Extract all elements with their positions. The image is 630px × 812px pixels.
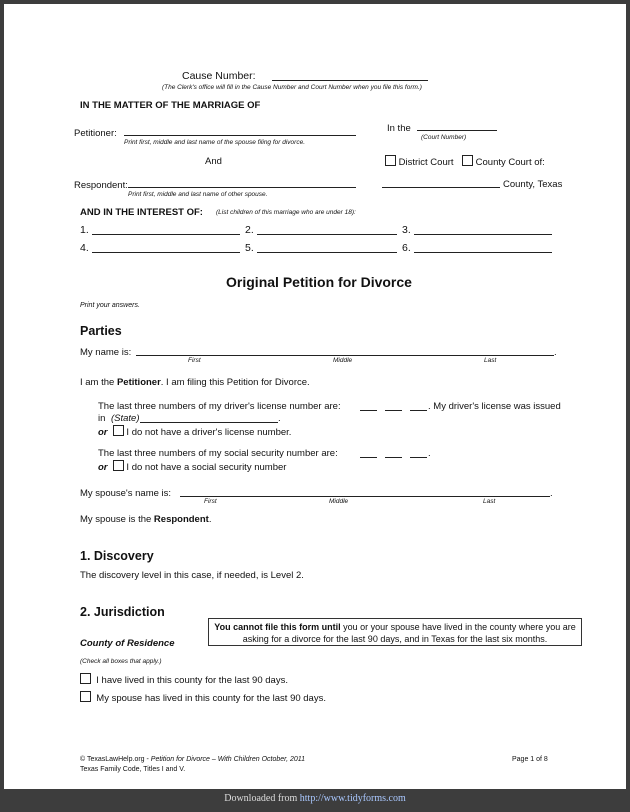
- spouse-middle-hint: Middle: [329, 498, 349, 505]
- court-number-field[interactable]: [417, 130, 497, 131]
- dl-issued-text: . My driver's license was issued: [428, 401, 561, 412]
- download-prefix: Downloaded from: [224, 793, 300, 804]
- or-label: or: [98, 427, 108, 438]
- self-residence-label: I have lived in this county for the last 90 days.: [96, 675, 288, 686]
- ssn-digit-2[interactable]: [385, 457, 402, 458]
- footer-code: Texas Family Code, Titles I and V.: [80, 766, 186, 773]
- petitioner-statement: [80, 377, 310, 388]
- notice-text: you or your spouse have lived in the county where you are asking for a divorce for the last 90 days, and in Texas for the last six months.: [242, 622, 576, 644]
- my-name-period: .: [554, 347, 557, 358]
- respondent-word: Respondent: [153, 514, 209, 525]
- court-number-hint: (Court Number): [421, 134, 467, 141]
- download-footer: [0, 793, 630, 804]
- page-number: Page 1 of 8: [512, 756, 548, 763]
- child-1-number: 1.: [80, 224, 89, 236]
- spouse-name-label: My spouse's name is:: [80, 488, 172, 499]
- form-name: Petition for Divorce – With Children October, 2011: [150, 756, 306, 763]
- interest-heading: AND IN THE INTEREST OF:: [80, 207, 203, 218]
- ssn-period: .: [428, 448, 431, 459]
- residence-option-spouse[interactable]: [80, 691, 326, 704]
- my-name-first-hint: First: [188, 357, 201, 364]
- no-dl-label: I do not have a driver's license number.: [126, 427, 292, 438]
- state-hint: (State): [111, 413, 140, 424]
- spouse-first-hint: First: [204, 498, 217, 505]
- petitioner-word: Petitioner: [116, 377, 161, 388]
- child-2-number: 2.: [245, 224, 254, 236]
- child-4-number: 4.: [80, 242, 89, 254]
- child-6-number: 6.: [402, 242, 411, 254]
- or-label: or: [98, 462, 108, 473]
- respondent-statement: [80, 514, 211, 525]
- respondent-label: Respondent:: [74, 180, 128, 191]
- jurisdiction-heading: 2. Jurisdiction: [80, 605, 165, 619]
- child-6-field[interactable]: [414, 252, 552, 253]
- footer-copyright: [80, 756, 305, 763]
- print-answers-note: Print your answers.: [80, 302, 140, 309]
- county-residence-heading: County of Residence: [80, 638, 175, 649]
- dl-digit-3[interactable]: [410, 410, 427, 411]
- in-the-label: In the: [387, 123, 411, 134]
- no-dl-checkbox[interactable]: [113, 425, 124, 436]
- dl-digit-2[interactable]: [385, 410, 402, 411]
- cause-number-field[interactable]: [272, 80, 428, 81]
- child-1-field[interactable]: [92, 234, 240, 235]
- no-dl-option[interactable]: [98, 425, 291, 438]
- district-court-checkbox[interactable]: [385, 155, 396, 166]
- interest-hint: (List children of this marriage who are under 18):: [216, 209, 356, 216]
- discovery-heading: 1. Discovery: [80, 549, 154, 563]
- dl-state-period: .: [278, 413, 281, 424]
- petitioner-label: Petitioner:: [74, 128, 117, 139]
- child-3-field[interactable]: [414, 234, 552, 235]
- ssn-digit-3[interactable]: [410, 457, 427, 458]
- discovery-text: The discovery level in this case, if needed, is Level 2.: [80, 570, 304, 581]
- county-court-label: County Court of:: [475, 157, 545, 168]
- district-court-option[interactable]: [385, 155, 454, 168]
- county-court-checkbox[interactable]: [462, 155, 473, 166]
- dl-digit-1[interactable]: [360, 410, 377, 411]
- residence-option-self[interactable]: [80, 673, 288, 686]
- parties-heading: Parties: [80, 324, 122, 338]
- respondent-statement-post: .: [208, 514, 212, 525]
- no-ssn-option[interactable]: [98, 460, 286, 473]
- district-court-label: District Court: [398, 157, 454, 168]
- respondent-hint: Print first, middle and last name of other spouse.: [128, 191, 268, 198]
- download-link[interactable]: http://www.tidyforms.com: [299, 793, 406, 804]
- spouse-residence-checkbox[interactable]: [80, 691, 91, 702]
- child-3-number: 3.: [402, 224, 411, 236]
- cause-number-label: Cause Number:: [182, 70, 256, 82]
- spouse-name-period: .: [550, 488, 553, 499]
- child-5-number: 5.: [245, 242, 254, 254]
- child-2-field[interactable]: [257, 234, 397, 235]
- county-field[interactable]: [382, 187, 500, 188]
- ssn-question: The last three numbers of my social security number are:: [98, 448, 338, 459]
- spouse-name-field[interactable]: [180, 496, 550, 497]
- my-name-field[interactable]: [136, 355, 554, 356]
- spouse-residence-label: My spouse has lived in this county for the last 90 days.: [96, 693, 326, 704]
- dl-in-label: in: [98, 413, 106, 424]
- document-page: [4, 4, 626, 789]
- spouse-last-hint: Last: [483, 498, 496, 505]
- my-name-middle-hint: Middle: [333, 357, 353, 364]
- self-residence-checkbox[interactable]: [80, 673, 91, 684]
- check-hint: (Check all boxes that apply.): [80, 658, 162, 665]
- copyright-text: © TexasLawHelp.org -: [80, 756, 151, 763]
- county-court-option[interactable]: [462, 155, 545, 168]
- county-texas-label: County, Texas: [503, 179, 563, 190]
- and-label: And: [205, 156, 222, 167]
- respondent-name-field[interactable]: [128, 187, 356, 188]
- my-name-label: My name is:: [80, 347, 132, 358]
- ssn-digit-1[interactable]: [360, 457, 377, 458]
- child-5-field[interactable]: [257, 252, 397, 253]
- petitioner-name-field[interactable]: [124, 135, 356, 136]
- my-name-last-hint: Last: [484, 357, 497, 364]
- cause-number-note: (The Clerk's office will fill in the Cause Number and Court Number when you file this form.): [162, 84, 422, 91]
- matter-heading: IN THE MATTER OF THE MARRIAGE OF: [80, 100, 261, 111]
- child-4-field[interactable]: [92, 252, 240, 253]
- petitioner-hint: Print first, middle and last name of the spouse filing for divorce.: [124, 139, 306, 146]
- dl-state-field[interactable]: [140, 422, 278, 423]
- no-ssn-label: I do not have a social security number: [126, 462, 287, 473]
- dl-question: The last three numbers of my driver's license number are:: [98, 401, 341, 412]
- no-ssn-checkbox[interactable]: [113, 460, 124, 471]
- residency-notice-box: [208, 618, 582, 646]
- petitioner-statement-pre: I am the: [80, 377, 117, 388]
- respondent-statement-pre: My spouse is the: [80, 514, 154, 525]
- notice-bold: You cannot file this form until: [214, 622, 341, 632]
- page-title: Original Petition for Divorce: [226, 274, 412, 290]
- petitioner-statement-post: . I am filing this Petition for Divorce.: [160, 377, 310, 388]
